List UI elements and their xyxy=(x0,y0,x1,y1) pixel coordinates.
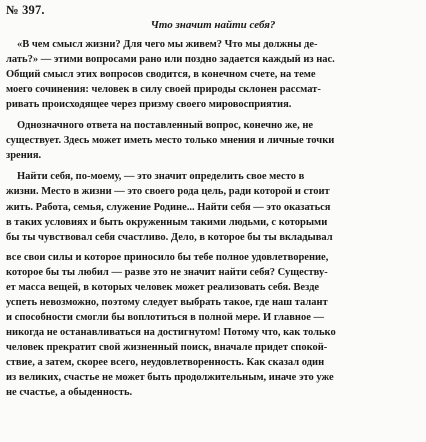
text-line: ет масса вещей, в которых человек может реализовать себя. Везде xyxy=(6,282,320,293)
text-line: и способности смогли бы воплотиться в полной мере. И главное — xyxy=(6,312,324,323)
text-line: Однозначного ответа на поставленный вопрос, конечно же, не xyxy=(17,120,314,131)
text-line: существует. Здесь может иметь место только мнения и личные точки xyxy=(6,135,335,146)
text-line: которое бы ты любил — разве это не значит найти себя? Существу- xyxy=(6,267,328,278)
text-line: из великих, счастье не может быть продолжительным, иначе это уже xyxy=(6,372,334,383)
text-line: человек прекратит свой жизненный поиск, вначале придет спокой- xyxy=(6,342,328,353)
text-line: ствие, а затем, скорее всего, неудовлетворенность. Как сказал один xyxy=(6,357,325,368)
exercise-number: № 397. xyxy=(6,3,45,17)
text-line: успеть невозможно, поэтому следует выбрать такое, где наш талант xyxy=(6,297,328,308)
text-line: жизни. Место в жизни — это своего рода цель, ради которой и стоит xyxy=(6,186,330,197)
text-line: Общий смысл этих вопросов сводится, в конечном счете, на теме xyxy=(6,69,316,80)
text-line: бы ты чувствовал себя счастливо. Дело, в которое бы ты вкладывал xyxy=(6,232,333,243)
text-line: моего сочинения: человек в силу своей природы склонен рассмат- xyxy=(6,84,321,95)
text-line: жить. Работа, семья, служение Родине... Найти себя — это оказаться xyxy=(6,202,331,213)
text-line: все свои силы и которое приносило бы тебе полное удовлетворение, xyxy=(6,252,329,263)
essay-title: Что значит найти себя? xyxy=(150,19,276,31)
text-line: «В чем смысл жизни? Для чего мы живем? Что мы должны де- xyxy=(17,39,318,50)
text-line: никогда не останавливаться на достигнутом! Потому что, как только xyxy=(6,327,336,338)
text-line: ривать происходящее через призму своего мировосприятия. xyxy=(6,99,292,110)
text-line: в таких условиях и быть окруженным такими людьми, с которыми xyxy=(6,217,328,228)
text-line: лать?» — этими вопросами рано или поздно задается каждый из нас. xyxy=(6,54,335,65)
text-line: не счастье, а обыденность. xyxy=(6,387,133,398)
text-line: зрения. xyxy=(6,150,42,161)
text-line: Найти себя, по-моему, — это значит определить свое место в xyxy=(17,171,305,182)
